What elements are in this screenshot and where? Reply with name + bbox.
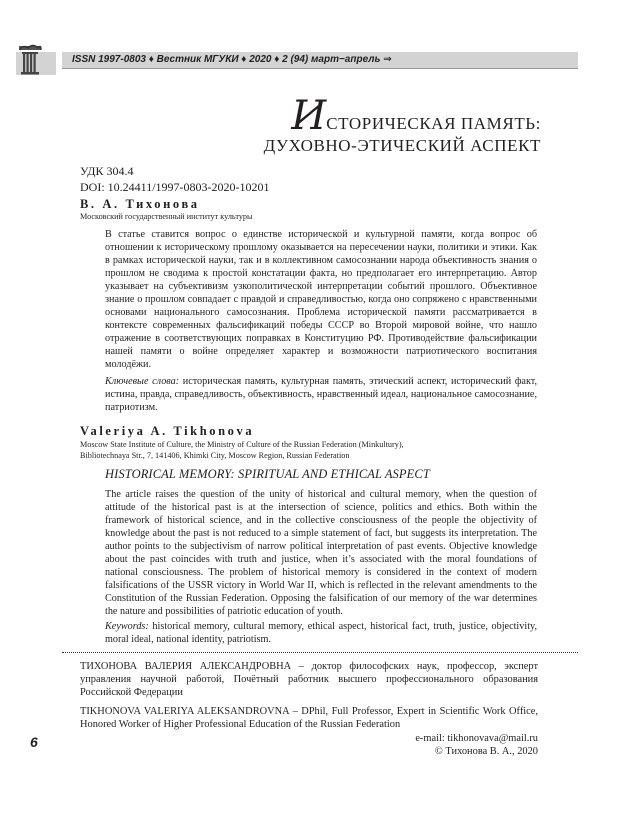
author-name-ru: В. А. Тихонова [80, 197, 200, 211]
author-bio-en: TIKHONOVA VALERIYA ALEKSANDROVNA – DPhil, Full Professor, Expert in Scientific Work Office, Honored Worker of Higher Professional Education of the Russian Federation [80, 706, 538, 730]
udk-code: УДК 304.4 [80, 164, 134, 178]
page-number: 6 [30, 734, 38, 750]
copyright: © Тихонова В. А., 2020 [434, 746, 538, 757]
keywords-ru-label: Ключевые слова: [105, 376, 180, 387]
keywords-ru [105, 375, 537, 414]
footnote-divider [62, 652, 578, 653]
article-title-line1 [291, 93, 541, 139]
author-bio-ru: ТИХОНОВА ВАЛЕРИЯ АЛЕКСАНДРОВНА – доктор философских наук, профессор, эксперт управления научной работой, Почётный работник высшего профессионального образования Российской Федерации [80, 661, 538, 698]
author-institution-ru: Московский государственный институт культуры [80, 212, 253, 221]
title-line1-rest: СТОРИЧЕСКАЯ ПАМЯТЬ: [326, 114, 541, 133]
doi: DOI: 10.24411/1997-0803-2020-10201 [80, 180, 270, 194]
article-title-en: HISTORICAL MEMORY: SPIRITUAL AND ETHICAL ASPECT [105, 467, 430, 481]
institution-en-line2: Bibliotechnaya Str., 7, 141406, Khimki City, Moscow Region, Russian Federation [80, 451, 350, 460]
keywords-ru-text: историческая память, культурная память, этический аспект, исторический факт, истина, правда, справедливость, объективность, нравственный идеал, национальное самосознание, патриотизм. [105, 376, 537, 413]
header-rule [62, 68, 578, 69]
author-email: e-mail: tikhonovava@mail.ru [415, 733, 538, 744]
running-header: ISSN 1997-0803 ♦ Вестник МГУКИ ♦ 2020 ♦ 2 (94) март−апрель ⇒ [72, 54, 392, 65]
keywords-en-text: historical memory, cultural memory, ethical aspect, historical fact, truth, justice, objectivity, moral ideal, national identity, patriotism. [105, 621, 537, 645]
article-title-line2: ДУХОВНО-ЭТИЧЕСКИЙ АСПЕКТ [263, 136, 541, 155]
title-initial: И [291, 93, 327, 139]
institution-en-line1: Moscow State Institute of Culture, the Ministry of Culture of the Russian Federation (Minkultury), [80, 440, 404, 449]
abstract-ru: В статье ставится вопрос о единстве исторической и культурной памяти, когда вопрос об отношении к историческому прошлому оказывается на пересечении науки, политики и этики. Как в рамках исторической науки, так и в коллективном самосознании народа объективность знания о прошлом не сводима к простой констатации факта, но предполагает его интерпретацию. Автор указывает на субъективизм узкополитической интерпретации событий прошлого. Объективное знание о прошлом совпадает с правдой и справедливостью, когда оно сопряжено с нравственными основами национального самосознания. Проблема исторической памяти рассматривается в контексте современных фальсификаций победы СССР во Второй мировой войне, что нашло отражение в соответствующих поправках в Конституцию РФ. Противодействие фальсификации нашей памяти о войне определяет характер и возможности патриотического воспитания молодёжи. [105, 229, 537, 370]
journal-logo-icon [16, 43, 56, 75]
author-institution-en [80, 439, 404, 461]
abstract-en: The article raises the question of the unity of historical and cultural memory, when the question of attitude of the historical past is at the intersection of science, politics and ethics. Both within the framework of historical science, and in the collective consciousness of the people the objectivity of knowledge about the past is not reduced to a simple statement of fact, but suggests its interpretation. The author points to the subjectivism of narrow political interpretation of past events. Objective knowledge about the past coincides with truth and justice, when it’s associated with the moral foundations of national consciousness. The problem of historical memory is considered in the context of modern falsifications of the USSR victory in World War II, which is reflected in the relevant amendments to the Constitution of the Russian Federation. Opposing the falsification of our memory of the war determines the nature and possibilities of patriotic education of youth. [105, 489, 537, 617]
keywords-en-label: Keywords: [105, 621, 149, 632]
author-name-en: Valeriya A. Tikhonova [80, 424, 255, 438]
keywords-en [105, 620, 537, 646]
